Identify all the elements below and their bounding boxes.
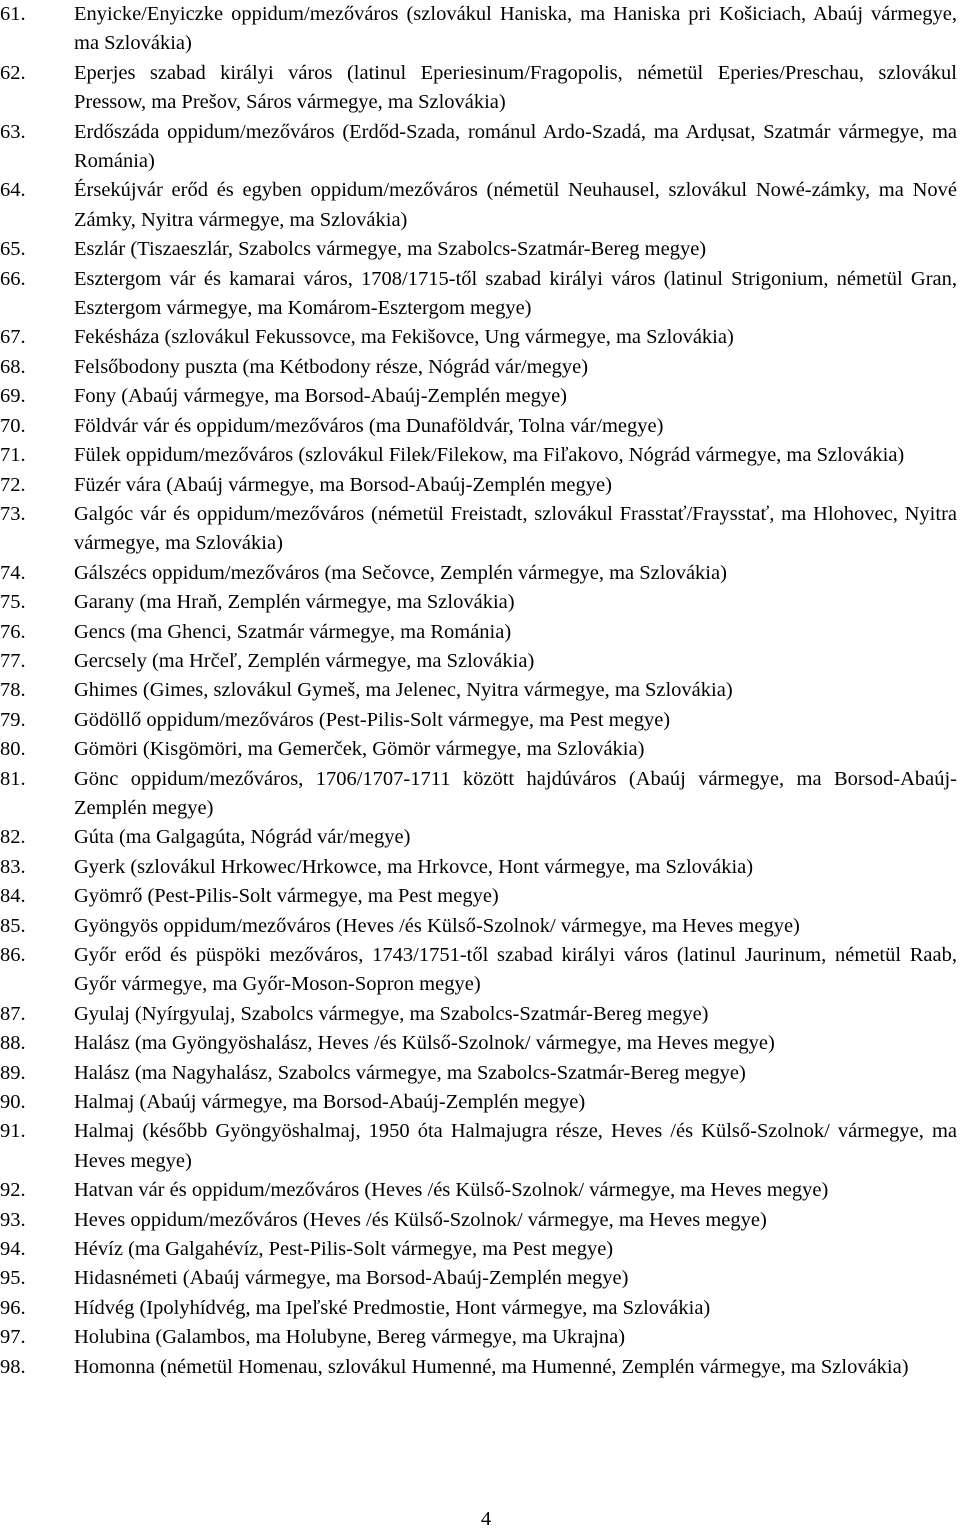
entry-text: Gyerk (szlovákul Hrkowec/Hrkowce, ma Hrkovce, Hont vármegye, ma Szlovákia) — [74, 855, 754, 878]
entry-text: Hídvég (Ipolyhídvég, ma Ipeľské Predmostie, Hont vármegye, ma Szlovákia) — [74, 1296, 711, 1319]
entry-text: Gödöllő oppidum/mezőváros (Pest-Pilis-Solt vármegye, ma Pest megye) — [74, 708, 671, 731]
list-item — [0, 176, 957, 235]
entry-number: 65. — [0, 238, 26, 261]
list-item — [0, 471, 957, 500]
entry-number: 73. — [0, 502, 26, 525]
entry-text: Holubina (Galambos, ma Holubyne, Bereg vármegye, ma Ukrajna) — [74, 1326, 626, 1349]
entry-number: 68. — [0, 355, 26, 378]
list-item — [0, 941, 957, 1000]
entry-number: 97. — [0, 1326, 26, 1349]
list-item — [0, 323, 957, 352]
entry-number: 79. — [0, 708, 26, 731]
list-item — [0, 1264, 957, 1293]
entry-text: Földvár vár és oppidum/mezőváros (ma Dunaföldvár, Tolna vár/megye) — [74, 414, 664, 437]
entry-number: 69. — [0, 385, 26, 408]
list-item — [0, 735, 957, 764]
list-item — [0, 1323, 957, 1352]
list-item — [0, 1353, 957, 1382]
entry-text: Ghimes (Gimes, szlovákul Gymeš, ma Jelenec, Nyitra vármegye, ma Szlovákia) — [74, 679, 733, 702]
list-item — [0, 0, 957, 59]
entry-number: 63. — [0, 120, 26, 143]
list-item — [0, 618, 957, 647]
entry-number: 91. — [0, 1120, 26, 1143]
entry-text: Hatvan vár és oppidum/mezőváros (Heves /és Külső-Szolnok/ vármegye, ma Heves megye) — [74, 1179, 829, 1202]
entry-text: Halmaj (később Gyöngyöshalmaj, 1950 óta Halmajugra része, Heves /és Külső-Szolnok/ vármegye, ma Heves megye) — [74, 1120, 957, 1172]
list-item — [0, 1029, 957, 1058]
entry-number: 70. — [0, 414, 26, 437]
entry-text: Füzér vára (Abaúj vármegye, ma Borsod-Abaúj-Zemplén megye) — [74, 473, 612, 496]
entry-text: Fekésháza (szlovákul Fekussovce, ma Fekišovce, Ung vármegye, ma Szlovákia) — [74, 326, 734, 349]
entry-text: Gyömrő (Pest-Pilis-Solt vármegye, ma Pest megye) — [74, 885, 499, 908]
entry-number: 83. — [0, 855, 26, 878]
entry-text: Esztergom vár és kamarai város, 1708/1715-től szabad királyi város (latinul Strigonium, németül Gran, Esztergom vármegye, ma Komárom-Esztergom megye) — [74, 267, 957, 320]
entry-number: 61. — [0, 3, 26, 25]
entry-text: Eszlár (Tiszaeszlár, Szabolcs vármegye, ma Szabolcs-Szatmár-Bereg megye) — [74, 238, 707, 261]
entry-number: 81. — [0, 767, 26, 790]
entry-text: Gömöri (Kisgömöri, ma Gemerček, Gömör vármegye, ma Szlovákia) — [74, 738, 645, 761]
entry-number: 89. — [0, 1061, 26, 1084]
entry-text: Gyulaj (Nyírgyulaj, Szabolcs vármegye, ma Szabolcs-Szatmár-Bereg megye) — [74, 1002, 709, 1025]
entry-text: Enyicke/Enyiczke oppidum/mezőváros (szlovákul Haniska, ma Haniska pri Košiciach, Abaúj vármegye, ma Szlovákia) — [74, 3, 957, 55]
list-item — [0, 441, 957, 470]
list-item — [0, 382, 957, 411]
entry-text: Homonna (németül Homenau, szlovákul Humenné, ma Humenné, Zemplén vármegye, ma Szlovákia) — [74, 1355, 909, 1378]
entry-text: Eperjes szabad királyi város (latinul Eperiesinum/Fragopolis, németül Eperies/Preschau, szlovákul Pressow, ma Prešov, Sáros vármegye, ma Szlovákia) — [74, 61, 957, 114]
entry-text: Gálszécs oppidum/mezőváros (ma Sečovce, Zemplén vármegye, ma Szlovákia) — [74, 561, 727, 584]
list-item — [0, 706, 957, 735]
list-item — [0, 853, 957, 882]
list-item — [0, 1206, 957, 1235]
list-item — [0, 59, 957, 118]
list-item — [0, 353, 957, 382]
entry-text: Gúta (ma Galgagúta, Nógrád vár/megye) — [74, 826, 411, 849]
entry-number: 72. — [0, 473, 26, 496]
entry-number: 93. — [0, 1208, 26, 1231]
list-item — [0, 118, 957, 177]
entry-text: Fony (Abaúj vármegye, ma Borsod-Abaúj-Zemplén megye) — [74, 385, 568, 408]
entry-number: 92. — [0, 1179, 26, 1202]
entry-text: Heves oppidum/mezőváros (Heves /és Külső-Szolnok/ vármegye, ma Heves megye) — [74, 1208, 767, 1231]
entry-number: 71. — [0, 444, 26, 467]
list-item — [0, 1088, 957, 1117]
entry-number: 85. — [0, 914, 26, 937]
entry-number: 94. — [0, 1238, 26, 1261]
entry-number: 98. — [0, 1355, 26, 1378]
entry-number: 67. — [0, 326, 26, 349]
entry-number: 88. — [0, 1032, 26, 1055]
list-item — [0, 823, 957, 852]
list-item — [0, 765, 957, 824]
entry-number: 80. — [0, 738, 26, 761]
list-item — [0, 500, 957, 559]
entry-text: Gyöngyös oppidum/mezőváros (Heves /és Külső-Szolnok/ vármegye, ma Heves megye) — [74, 914, 800, 937]
list-item — [0, 559, 957, 588]
entry-text: Garany (ma Hraň, Zemplén vármegye, ma Szlovákia) — [74, 591, 515, 614]
list-item — [0, 588, 957, 617]
entry-text: Erdőszáda oppidum/mezőváros (Erdőd-Szada, románul Ardo-Szadá, ma Ardụsat, Szatmár vármegye, ma Románia) — [74, 120, 957, 173]
entry-number: 76. — [0, 620, 26, 643]
entry-text: Győr erőd és püspöki mezőváros, 1743/1751-től szabad királyi város (latinul Jaurinum, németül Raab, Győr vármegye, ma Győr-Moson-Sopron megye) — [74, 944, 957, 996]
list-item — [0, 265, 957, 324]
list-item — [0, 1059, 957, 1088]
list-item — [0, 1176, 957, 1205]
entry-number: 74. — [0, 561, 26, 584]
entry-text: Halász (ma Gyöngyöshalász, Heves /és Külső-Szolnok/ vármegye, ma Heves megye) — [74, 1032, 775, 1055]
entry-number: 95. — [0, 1267, 26, 1290]
list-item — [0, 412, 957, 441]
entry-text: Halmaj (Abaúj vármegye, ma Borsod-Abaúj-Zemplén megye) — [74, 1091, 586, 1114]
entry-text: Gercsely (ma Hrčeľ, Zemplén vármegye, ma Szlovákia) — [74, 649, 535, 672]
list-item — [0, 1000, 957, 1029]
entry-number: 62. — [0, 61, 26, 84]
list-item — [0, 676, 957, 705]
list-item — [0, 647, 957, 676]
list-item — [0, 1117, 957, 1176]
entry-text: Gönc oppidum/mezőváros, 1706/1707-1711 között hajdúváros (Abaúj vármegye, ma Borsod-Abaúj-Zemplén megye) — [74, 767, 957, 819]
list-item — [0, 1294, 957, 1323]
entry-number: 77. — [0, 649, 26, 672]
entry-text: Fülek oppidum/mezőváros (szlovákul Filek/Filekow, ma Fiľakovo, Nógrád vármegye, ma Szlovákia) — [74, 444, 905, 467]
entry-number: 96. — [0, 1296, 26, 1319]
entry-text: Érsekújvár erőd és egyben oppidum/mezőváros (németül Neuhausel, szlovákul Nowé-zámky, ma Nové Zámky, Nyitra vármegye, ma Szlovákia) — [74, 179, 957, 231]
entry-number: 84. — [0, 885, 26, 908]
list-item — [0, 912, 957, 941]
entry-number: 78. — [0, 679, 26, 702]
page-number: 4 — [480, 1508, 492, 1530]
entry-number: 64. — [0, 179, 26, 202]
entry-text: Gencs (ma Ghenci, Szatmár vármegye, ma Románia) — [74, 620, 512, 643]
list-item — [0, 1235, 957, 1264]
entry-text: Felsőbodony puszta (ma Kétbodony része, Nógrád vár/megye) — [74, 355, 589, 378]
entry-text: Halász (ma Nagyhalász, Szabolcs vármegye, ma Szabolcs-Szatmár-Bereg megye) — [74, 1061, 746, 1084]
entry-text: Galgóc vár és oppidum/mezőváros (németül Freistadt, szlovákul Frasstať/Fraysstať, ma Hlohovec, Nyitra vármegye, ma Szlovákia) — [74, 502, 957, 555]
entry-number: 82. — [0, 826, 26, 849]
entry-number: 90. — [0, 1091, 26, 1114]
entry-number: 87. — [0, 1002, 26, 1025]
entry-number: 66. — [0, 267, 26, 290]
list-item — [0, 235, 957, 264]
entry-number: 86. — [0, 944, 26, 966]
entry-text: Hévíz (ma Galgahévíz, Pest-Pilis-Solt vármegye, ma Pest megye) — [74, 1238, 614, 1261]
list-item — [0, 882, 957, 911]
entry-text: Hidasnémeti (Abaúj vármegye, ma Borsod-Abaúj-Zemplén megye) — [74, 1267, 629, 1290]
entry-number: 75. — [0, 591, 26, 614]
